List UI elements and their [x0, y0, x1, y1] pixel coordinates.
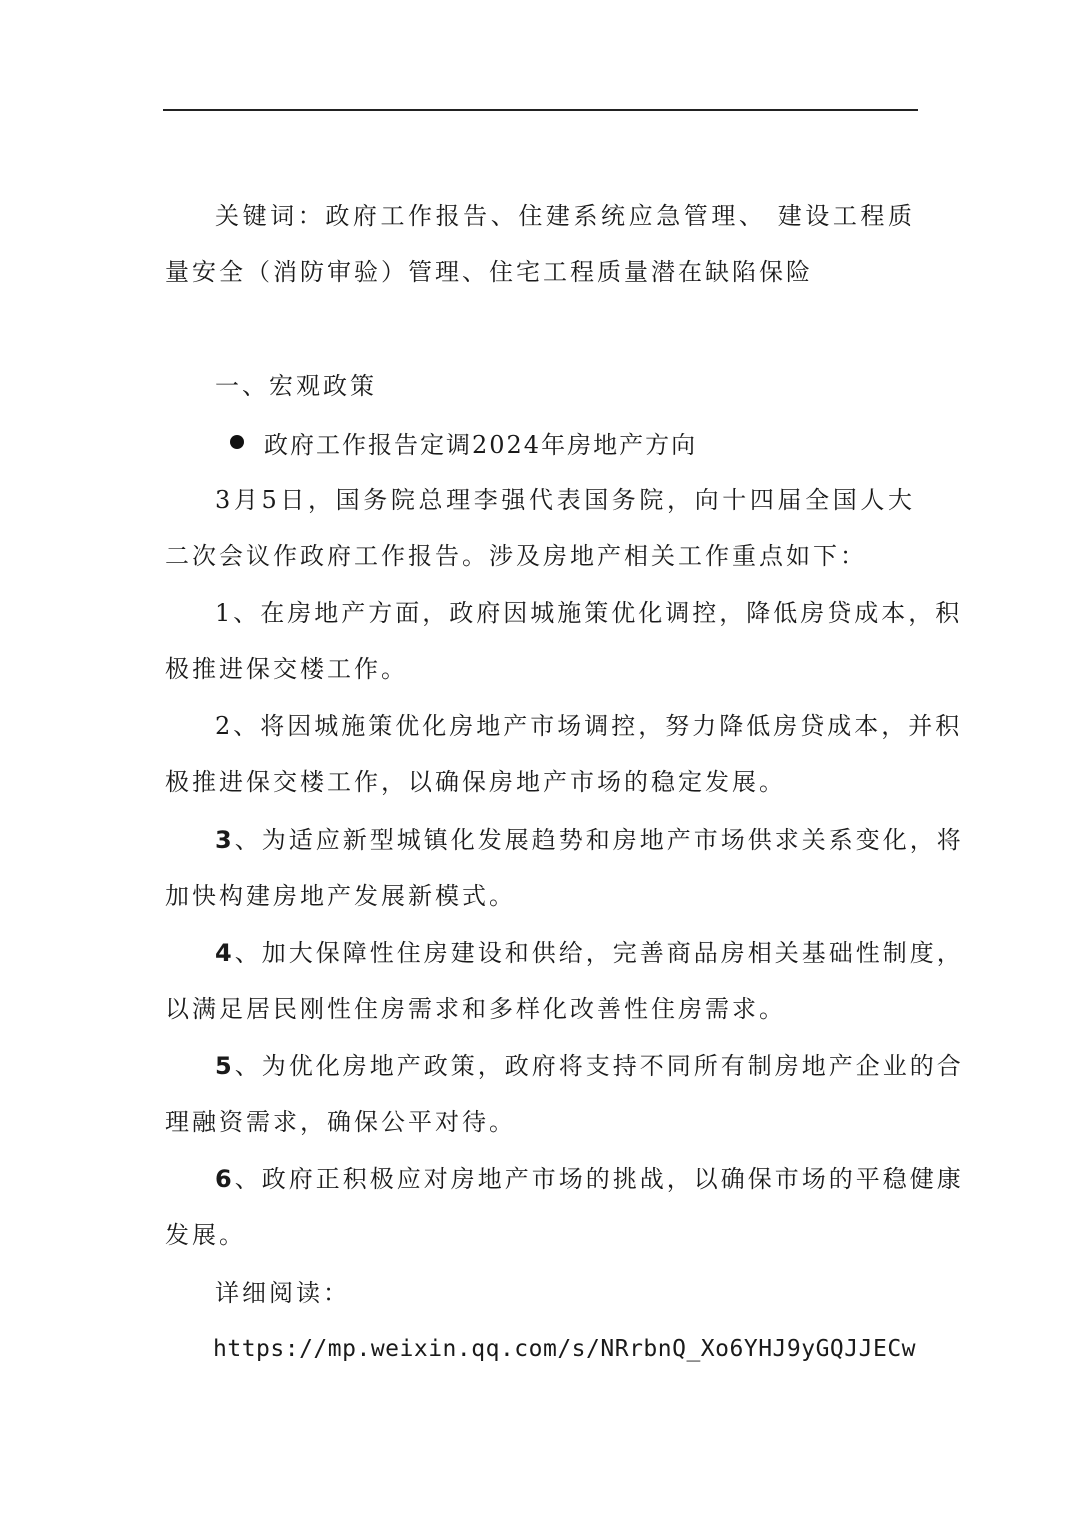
point-6-text-1: 、政府正积极应对房地产市场的挑战，以确保市场的平稳健康	[234, 1165, 964, 1193]
point-3-line-2: 加快构建房地产发展新模式。	[165, 882, 516, 910]
point-2-line-2: 极推进保交楼工作，以确保房地产市场的稳定发展。	[165, 768, 786, 796]
point-2-text-1: 、将因城施策优化房地产市场调控，努力降低房贷成本，并积	[233, 712, 963, 740]
point-5-number: 5	[215, 1052, 235, 1080]
point-6-line-1	[215, 1162, 964, 1196]
point-1-text-1: 、在房地产方面，政府因城施策优化调控，降低房贷成本，积	[233, 599, 963, 627]
header-rule	[163, 109, 918, 111]
intro-line-1: 3月5日，国务院总理李强代表国务院，向十四届全国人大	[215, 486, 915, 514]
point-1-line-2: 极推进保交楼工作。	[165, 655, 408, 683]
bullet-text: 政府工作报告定调2024年房地产方向	[264, 430, 698, 459]
point-4-line-2: 以满足居民刚性住房需求和多样化改善性住房需求。	[165, 995, 786, 1023]
read-more-label: 详细阅读：	[215, 1279, 350, 1307]
read-more-link[interactable]: https://mp.weixin.qq.com/s/NRrbnQ_Xo6YHJ9yGQJJECw	[213, 1336, 917, 1362]
point-2-line-1	[215, 709, 963, 743]
bullet-item	[230, 425, 697, 459]
point-5-line-1	[215, 1049, 964, 1083]
point-5-text-1: 、为优化房地产政策，政府将支持不同所有制房地产企业的合	[234, 1052, 964, 1080]
intro-line-2: 二次会议作政府工作报告。涉及房地产相关工作重点如下：	[165, 542, 867, 570]
keywords-label: 关键词：	[215, 202, 326, 230]
bullet-icon	[230, 435, 244, 449]
point-6-line-2: 发展。	[165, 1221, 246, 1249]
keywords-line-1	[215, 199, 915, 233]
point-1-line-1	[215, 596, 963, 630]
point-3-line-1	[215, 823, 964, 857]
point-4-text-1: 、加大保障性住房建设和供给，完善商品房相关基础性制度，	[234, 939, 964, 967]
keywords-line-2: 量安全（消防审验）管理、住宅工程质量潜在缺陷保险	[165, 258, 813, 286]
point-1-number: 1	[215, 599, 234, 627]
point-6-number: 6	[215, 1165, 235, 1193]
section-heading: 一、宏观政策	[215, 372, 377, 400]
point-3-number: 3	[215, 826, 235, 854]
keywords-text-1: 政府工作报告、住建系统应急管理、 建设工程质	[325, 202, 916, 230]
point-3-text-1: 、为适应新型城镇化发展趋势和房地产市场供求关系变化，将	[234, 826, 964, 854]
point-4-line-1	[215, 936, 964, 970]
point-4-number: 4	[215, 939, 235, 967]
point-5-line-2: 理融资需求，确保公平对待。	[165, 1108, 516, 1136]
point-2-number: 2	[215, 712, 234, 740]
